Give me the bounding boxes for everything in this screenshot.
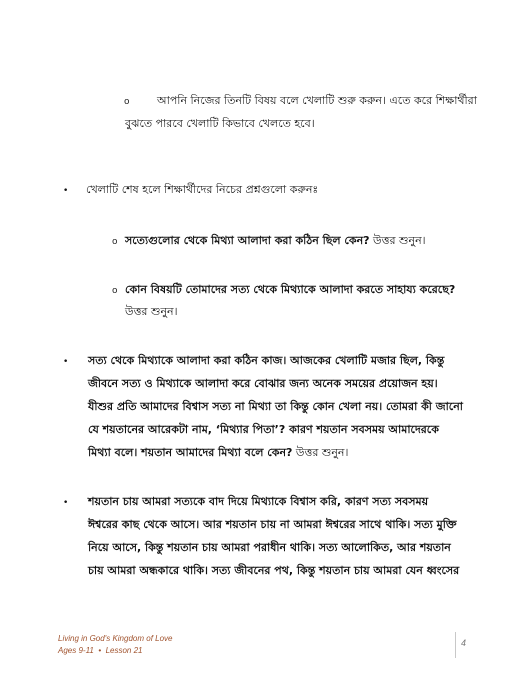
question-1-text: সত্যেগুলোর থেকে মিথ্যা আলাদা করা কঠিন ছিল কেন? xyxy=(125,234,370,247)
bullet-3-line-2: ঈশ্বরের কাছ থেকে আসে। আর শয়তান চায় না আমরা ঈশ্বরের সাথে থাকি। সত্য মুক্তি xyxy=(88,518,457,531)
footer-subtitle: Ages 9-11 • Lesson 21 xyxy=(58,646,143,655)
question-2-text: কোন বিষয়টি তোমাদের সত্য থেকে মিথ্যাকে আলাদা করতে সাহায্য করেছে? xyxy=(125,283,456,296)
bullet-2-line-2: জীবনে সত্য ও মিথ্যাকে আলাদা করে বোঝার জন্য অনেক সময়ের প্রয়োজন হয়। xyxy=(88,377,438,390)
question-marker: o xyxy=(112,237,118,247)
bullet-marker: • xyxy=(63,498,69,508)
question-marker: o xyxy=(112,286,118,296)
sub-bullet-marker: o xyxy=(124,97,130,107)
bullet-3-line-3: নিয়ে আসে, কিন্তু শয়তান চায় আমরা পরাধীন থাকি। সত্য আলোকিত, আর শয়তান xyxy=(88,541,451,554)
bullet-2-line-3: যীশুর প্রতি আমাদের বিশ্বাস সত্য না মিথ্যা তা কিন্তু কোন খেলা নয়। তোমরা কী জানো xyxy=(88,400,463,413)
footer-divider xyxy=(455,632,456,658)
footer-title: Living in God's Kingdom of Love xyxy=(58,634,173,643)
bullet-3-line-4: চায় আমরা অন্ধকারে থাকি। সত্য জীবনের পথ, কিন্তু শয়তান চায় আমরা যেন ধ্বংসের xyxy=(88,564,460,577)
question-1 xyxy=(125,234,426,248)
question-2-answer: উত্তর শুনুন। xyxy=(125,305,178,318)
bullet-2-line-5-text: মিথ্যা বলে। শয়তান আমাদের মিথ্যা বলে কেন? xyxy=(88,446,293,459)
question-1-answer: উত্তর শুনুন। xyxy=(373,234,426,247)
intro-line-2: বুঝতে পারবে খেলাটি কিভাবে খেলতে হবে। xyxy=(125,117,315,130)
bullet-2-line-1: সত্য থেকে মিথ্যাকে আলাদা করা কঠিন কাজ। আজকের খেলাটি মজার ছিল, কিন্তু xyxy=(88,354,445,367)
intro-line-1: আপনি নিজের তিনটি বিষয় বলে খেলাটি শুরু করুন। এতে করে শিক্ষার্থীরা xyxy=(157,94,477,107)
bullet-2-line-5 xyxy=(88,446,348,460)
bullet-marker: • xyxy=(63,186,69,196)
bullet-marker: • xyxy=(63,357,69,367)
bullet-1-text: খেলাটি শেষ হলে শিক্ষার্থীদের নিচের প্রশ্নগুলো করুনঃ xyxy=(86,183,319,196)
bullet-3-line-1: শয়তান চায় আমরা সত্যকে বাদ দিয়ে মিথ্যাকে বিশ্বাস করি, কারণ সত্য সবসময় xyxy=(88,495,429,508)
bullet-2-line-4: যে শয়তানের আরেকটা নাম, ‘মিথ্যার পিতা’? কারণ শয়তান সবসময় আমাদেরকে xyxy=(88,423,439,436)
page-number: 4 xyxy=(461,638,467,648)
bullet-2-answer: উত্তর শুনুন। xyxy=(295,446,349,459)
